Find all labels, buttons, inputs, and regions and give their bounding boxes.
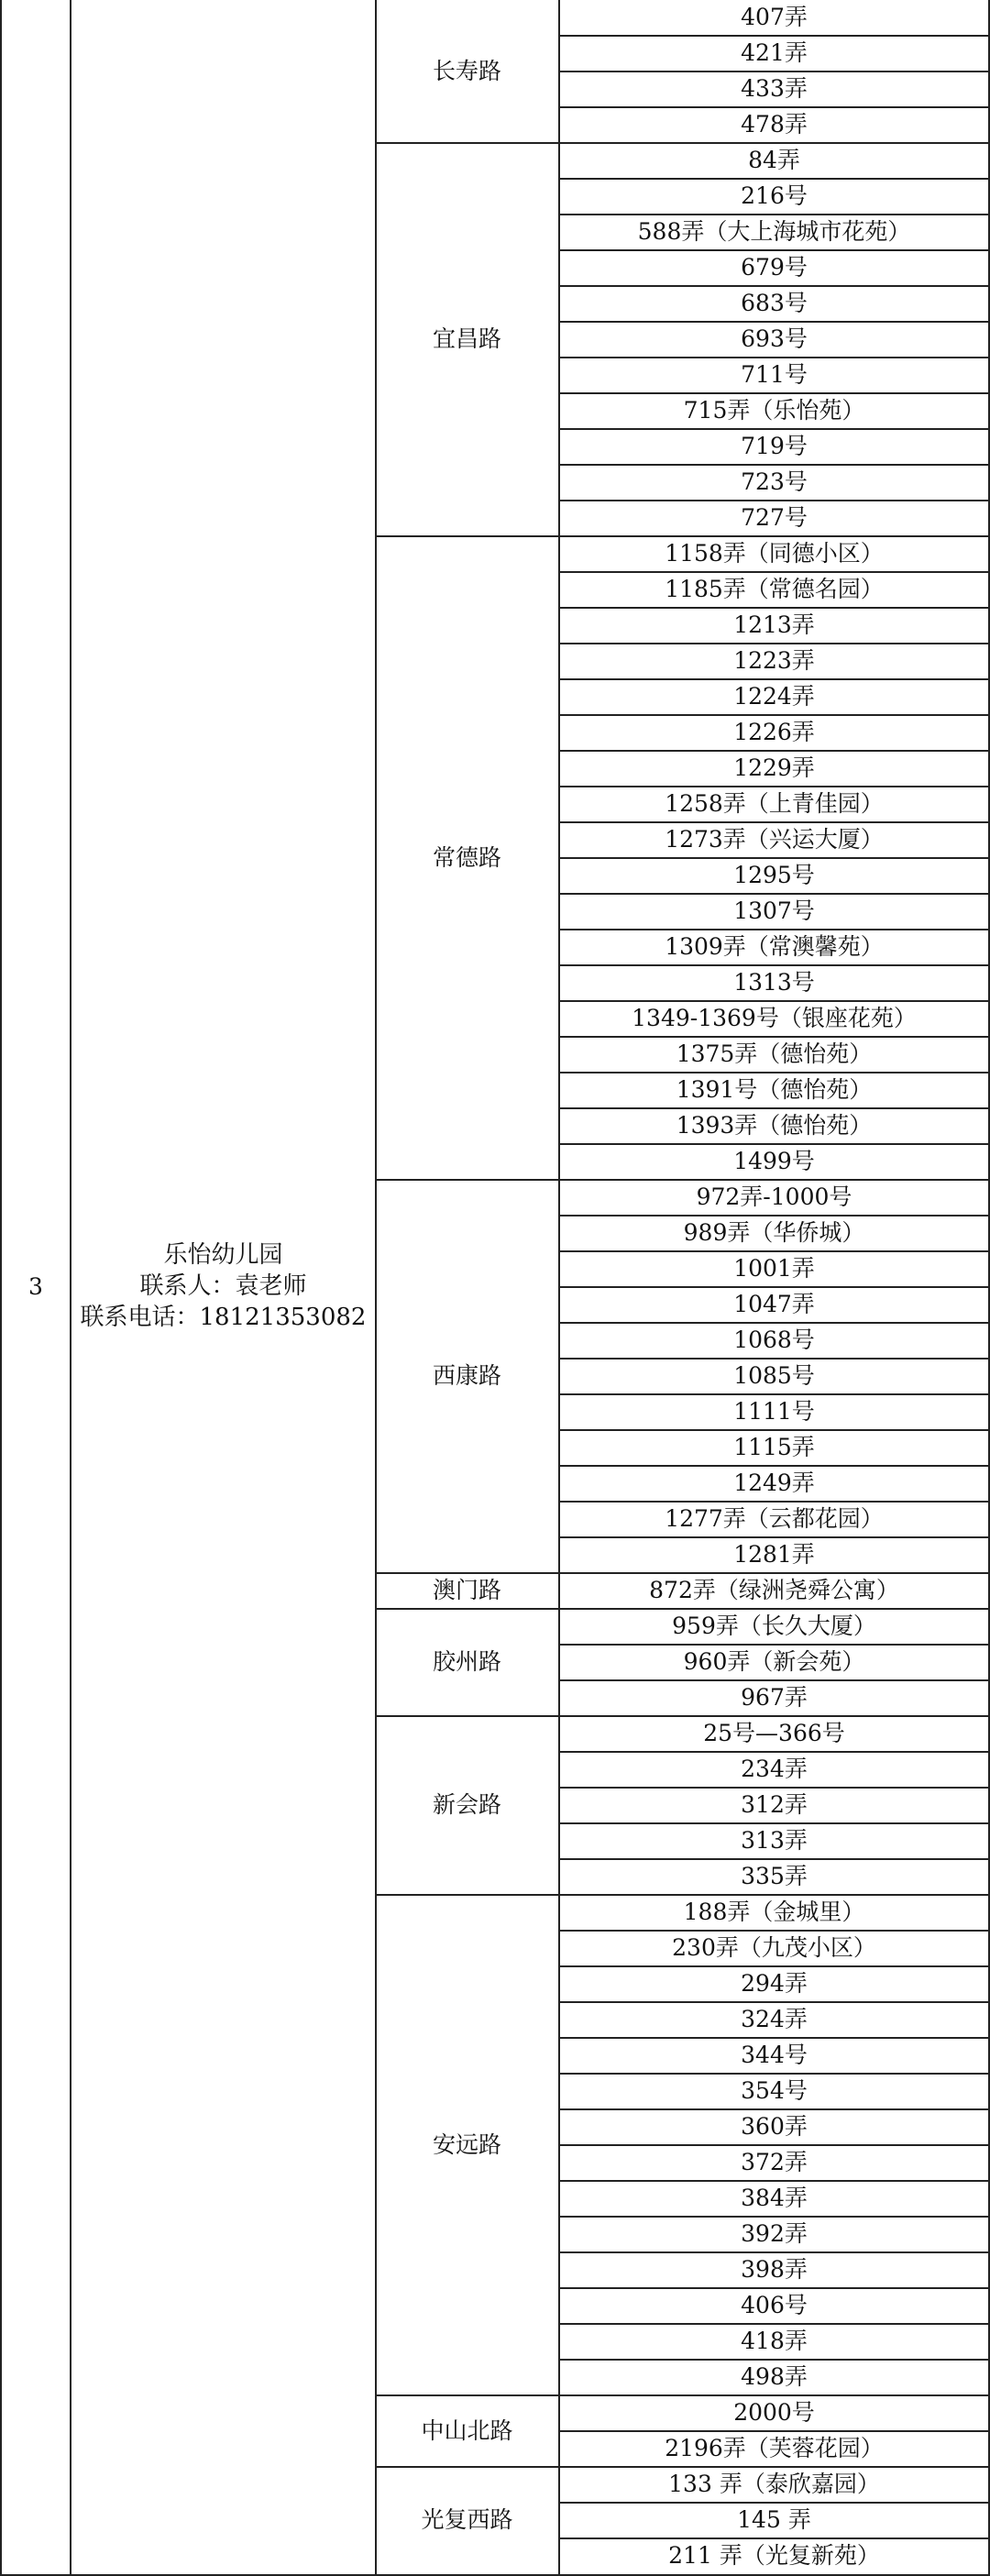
address-cell: 719号 bbox=[741, 433, 808, 460]
address-cell: 1111号 bbox=[733, 1398, 815, 1426]
address-cell: 959弄（长久大厦） bbox=[672, 1613, 876, 1640]
address-cell: 1258弄（上青佳园） bbox=[665, 790, 884, 818]
road-name-cell: 胶州路 bbox=[432, 1648, 501, 1676]
road-name-cell: 光复西路 bbox=[421, 2506, 513, 2534]
school-name: 乐怡幼儿园 bbox=[163, 1241, 283, 1270]
address-cell: 1224弄 bbox=[733, 683, 815, 710]
address-cell: 360弄 bbox=[741, 2113, 808, 2141]
address-cell: 1115弄 bbox=[733, 1434, 815, 1461]
address-cell: 406号 bbox=[741, 2292, 808, 2319]
address-divider bbox=[559, 1501, 988, 1503]
address-divider bbox=[559, 964, 988, 966]
address-cell: 498弄 bbox=[741, 2363, 808, 2391]
address-divider bbox=[559, 929, 988, 930]
address-cell: 372弄 bbox=[741, 2149, 808, 2176]
address-divider bbox=[559, 2108, 988, 2110]
address-divider bbox=[559, 464, 988, 466]
address-cell: 1307号 bbox=[733, 897, 815, 925]
address-cell: 972弄-1000号 bbox=[696, 1183, 852, 1211]
address-divider bbox=[559, 2537, 988, 2539]
address-cell: 679号 bbox=[741, 254, 808, 281]
address-divider bbox=[559, 1072, 988, 1073]
address-divider bbox=[559, 607, 988, 609]
address-cell: 967弄 bbox=[741, 1684, 808, 1712]
address-cell: 989弄（华侨城） bbox=[683, 1219, 865, 1247]
address-cell: 683号 bbox=[741, 290, 808, 317]
address-divider bbox=[559, 1965, 988, 1967]
address-divider bbox=[559, 750, 988, 752]
road-name-cell: 新会路 bbox=[432, 1791, 501, 1819]
address-cell: 723号 bbox=[741, 468, 808, 496]
address-divider bbox=[559, 2359, 988, 2361]
address-divider bbox=[559, 1393, 988, 1395]
address-cell: 1349-1369号（银座花苑） bbox=[632, 1005, 917, 1032]
address-cell: 354号 bbox=[741, 2077, 808, 2105]
address-cell: 294弄 bbox=[741, 1970, 808, 1998]
address-cell: 1375弄（德怡苑） bbox=[676, 1040, 873, 1068]
address-cell: 693号 bbox=[741, 325, 808, 353]
address-cell: 1229弄 bbox=[733, 754, 815, 782]
address-cell: 25号—366号 bbox=[703, 1720, 845, 1747]
address-cell: 1281弄 bbox=[733, 1541, 815, 1569]
address-divider bbox=[559, 428, 988, 430]
school-phone: 联系电话：18121353082 bbox=[80, 1303, 367, 1331]
address-divider bbox=[559, 2180, 988, 2182]
address-divider bbox=[559, 2502, 988, 2504]
address-divider bbox=[559, 2001, 988, 2003]
school-contact: 联系人：袁老师 bbox=[139, 1272, 307, 1301]
address-cell: 1391号（德怡苑） bbox=[676, 1076, 873, 1104]
address-cell: 421弄 bbox=[741, 39, 808, 67]
address-divider bbox=[559, 178, 988, 180]
address-divider bbox=[559, 1215, 988, 1216]
address-divider bbox=[559, 2037, 988, 2039]
address-divider bbox=[559, 2430, 988, 2432]
address-cell: 418弄 bbox=[741, 2328, 808, 2355]
address-divider bbox=[559, 2323, 988, 2325]
address-cell: 1047弄 bbox=[733, 1291, 815, 1318]
address-cell: 1273弄（兴运大厦） bbox=[665, 826, 884, 853]
address-cell: 1499号 bbox=[733, 1148, 815, 1175]
address-divider bbox=[559, 1465, 988, 1467]
address-cell: 324弄 bbox=[741, 2006, 808, 2033]
address-cell: 1249弄 bbox=[733, 1470, 815, 1497]
address-cell: 715弄（乐怡苑） bbox=[683, 397, 865, 424]
address-divider bbox=[559, 714, 988, 716]
address-divider bbox=[559, 214, 988, 215]
row-number-cell: 3 bbox=[28, 1272, 43, 1300]
road-name-cell: 安远路 bbox=[432, 2130, 501, 2158]
address-divider bbox=[559, 1930, 988, 1932]
address-divider bbox=[559, 2073, 988, 2075]
address-divider bbox=[559, 893, 988, 895]
address-divider bbox=[559, 1000, 988, 1002]
address-cell: 234弄 bbox=[741, 1756, 808, 1783]
address-divider bbox=[559, 1679, 988, 1681]
address-divider bbox=[559, 857, 988, 859]
address-cell: 398弄 bbox=[741, 2256, 808, 2284]
address-divider bbox=[559, 392, 988, 394]
school-info-cell bbox=[72, 0, 375, 2574]
address-cell: 1277弄（云都花园） bbox=[665, 1505, 884, 1533]
address-cell: 145 弄 bbox=[737, 2506, 811, 2534]
address-divider bbox=[559, 1536, 988, 1538]
address-cell: 960弄（新会苑） bbox=[683, 1648, 865, 1676]
address-divider bbox=[559, 500, 988, 501]
address-divider bbox=[559, 786, 988, 787]
address-cell: 1068号 bbox=[733, 1327, 815, 1354]
table-border-left bbox=[0, 0, 2, 2576]
road-name-cell: 宜昌路 bbox=[432, 325, 501, 353]
address-divider bbox=[559, 1143, 988, 1145]
address-divider bbox=[559, 2287, 988, 2289]
address-cell: 433弄 bbox=[741, 75, 808, 103]
address-cell: 84弄 bbox=[748, 147, 800, 174]
address-cell: 1313号 bbox=[733, 969, 815, 996]
address-divider bbox=[559, 1286, 988, 1288]
address-divider bbox=[559, 1250, 988, 1252]
road-name-cell: 长寿路 bbox=[432, 57, 501, 84]
address-cell: 1226弄 bbox=[733, 719, 815, 746]
address-cell: 1185弄（常德名园） bbox=[665, 576, 884, 603]
address-cell: 1001弄 bbox=[733, 1255, 815, 1282]
address-divider bbox=[559, 1036, 988, 1038]
address-divider bbox=[559, 357, 988, 358]
address-cell: 407弄 bbox=[741, 4, 808, 31]
address-divider bbox=[559, 2216, 988, 2218]
address-cell: 478弄 bbox=[741, 111, 808, 138]
address-divider bbox=[559, 321, 988, 323]
address-cell: 711号 bbox=[741, 361, 808, 389]
address-cell: 344号 bbox=[741, 2042, 808, 2069]
address-cell: 216号 bbox=[741, 182, 808, 210]
address-divider bbox=[559, 1107, 988, 1109]
address-divider bbox=[559, 1322, 988, 1324]
address-cell: 1213弄 bbox=[733, 611, 815, 639]
address-divider bbox=[559, 1644, 988, 1646]
address-divider bbox=[559, 2144, 988, 2146]
address-cell: 335弄 bbox=[741, 1863, 808, 1890]
address-divider bbox=[559, 2251, 988, 2253]
address-cell: 872弄（绿洲尧舜公寓） bbox=[649, 1577, 899, 1604]
address-cell: 384弄 bbox=[741, 2185, 808, 2212]
address-cell: 1295号 bbox=[733, 862, 815, 889]
address-cell: 1393弄（德怡苑） bbox=[676, 1112, 873, 1139]
address-divider bbox=[559, 71, 988, 72]
address-divider bbox=[559, 821, 988, 823]
address-cell: 2000号 bbox=[733, 2399, 815, 2427]
address-divider bbox=[559, 249, 988, 251]
address-divider bbox=[559, 643, 988, 644]
address-cell: 1223弄 bbox=[733, 647, 815, 675]
address-cell: 211 弄（光复新苑） bbox=[668, 2542, 880, 2570]
road-name-cell: 西康路 bbox=[432, 1362, 501, 1390]
address-cell: 1309弄（常澳馨苑） bbox=[665, 933, 884, 961]
address-divider bbox=[559, 678, 988, 680]
address-cell: 588弄（大上海城市花苑） bbox=[637, 218, 911, 246]
address-divider bbox=[559, 1858, 988, 1860]
address-cell: 133 弄（泰欣嘉园） bbox=[668, 2471, 880, 2498]
address-cell: 312弄 bbox=[741, 1791, 808, 1819]
address-divider bbox=[559, 1429, 988, 1431]
address-divider bbox=[559, 1751, 988, 1753]
address-cell: 2196弄（芙蓉花园） bbox=[665, 2435, 884, 2462]
road-name-cell: 澳门路 bbox=[432, 1577, 501, 1604]
address-divider bbox=[559, 1358, 988, 1360]
road-name-cell: 中山北路 bbox=[421, 2416, 513, 2444]
address-cell: 188弄（金城里） bbox=[683, 1899, 865, 1926]
road-name-cell: 常德路 bbox=[432, 843, 501, 871]
address-cell: 230弄（九茂小区） bbox=[672, 1934, 876, 1962]
address-divider bbox=[559, 1822, 988, 1824]
address-cell: 313弄 bbox=[741, 1827, 808, 1855]
address-divider bbox=[559, 285, 988, 287]
address-divider bbox=[559, 571, 988, 573]
address-cell: 1085号 bbox=[733, 1362, 815, 1390]
address-cell: 727号 bbox=[741, 504, 808, 532]
address-divider bbox=[559, 1787, 988, 1789]
table-divider bbox=[70, 0, 72, 2576]
address-divider bbox=[559, 35, 988, 37]
address-cell: 1158弄（同德小区） bbox=[665, 540, 884, 567]
address-divider bbox=[559, 106, 988, 108]
address-cell: 392弄 bbox=[741, 2220, 808, 2248]
